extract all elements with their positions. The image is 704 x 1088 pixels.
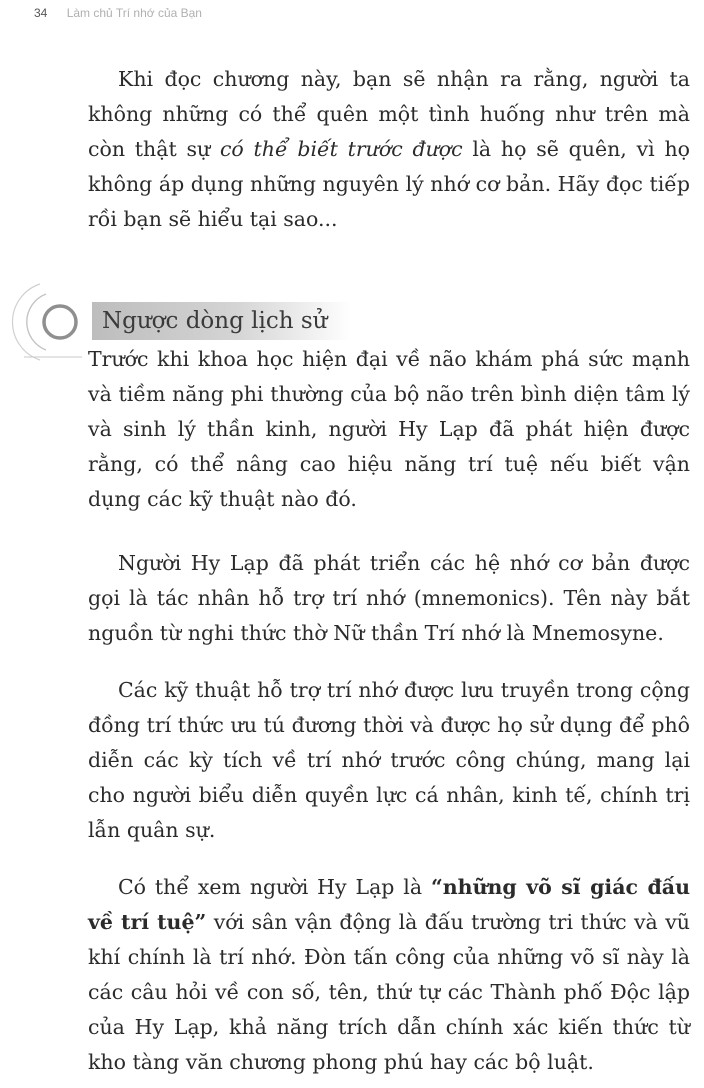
body-paragraph: Trước khi khoa học hiện đại về não khám phá sức mạnh và tiềm năng phi thường của bộ não trên bình diện tâm lý và sinh lý thần kinh, người Hy Lạp đã phát hiện được rằng, có thể nâng cao hiệu năng trí tuệ nếu biết vận dụng các kỹ thuật nào đó. — [88, 347, 690, 511]
paragraph-text: Người Hy Lạp đã phát triển các hệ nhớ cơ bản được gọi là tác nhân hỗ trợ trí nhớ (mnemonics). Tên này bắt nguồn từ nghi thức thờ Nữ thần Trí nhớ là Mnemosyne. — [88, 551, 690, 645]
paragraph-text-start: Có thể xem người Hy Lạp là — [118, 875, 431, 899]
bold-quote: “những võ sĩ giác đấu về trí tuệ” — [88, 875, 690, 934]
body-paragraph — [88, 546, 690, 651]
running-title: Làm chủ Trí nhớ của Bạn — [66, 6, 202, 20]
paragraph-text-end: với sân vận động là đấu trường tri thức và vũ khí chính là trí nhớ. Đòn tấn công của những võ sĩ này là các câu hỏi về con số, tên, thứ tự các Thành phố Độc lập của Hy Lạp, khả năng trích dẫn chính xác kiến thức từ kho tàng văn chương phong phú hay các bộ luật. — [88, 910, 690, 1074]
intro-paragraph — [88, 62, 690, 237]
body-paragraph — [88, 870, 690, 1080]
intro-italic-text: có thể biết trước được — [219, 137, 463, 161]
body-paragraph — [88, 673, 690, 848]
paragraph-text: Các kỹ thuật hỗ trợ trí nhớ được lưu truyền trong cộng đồng trí thức ưu tú đương thời và được họ sử dụng để phô diễn các kỳ tích về trí nhớ trước công chúng, mang lại cho người biểu diễn quyền lực cá nhân, kinh tế, chính trị lẫn quân sự. — [88, 678, 690, 842]
intro-text-end: là họ sẽ quên, vì họ không áp dụng những nguyên lý nhớ cơ bản. Hãy đọc tiếp rồi bạn sẽ hiểu tại sao... — [88, 137, 691, 231]
section-heading: Ngược dòng lịch sử — [92, 302, 352, 340]
intro-text-start: Khi đọc chương này, bạn sẽ nhận ra rằng, người ta không những có thể quên một tình huống như trên mà còn thật sự — [88, 67, 690, 161]
page-number: 34 — [34, 6, 48, 20]
running-header — [34, 6, 202, 20]
